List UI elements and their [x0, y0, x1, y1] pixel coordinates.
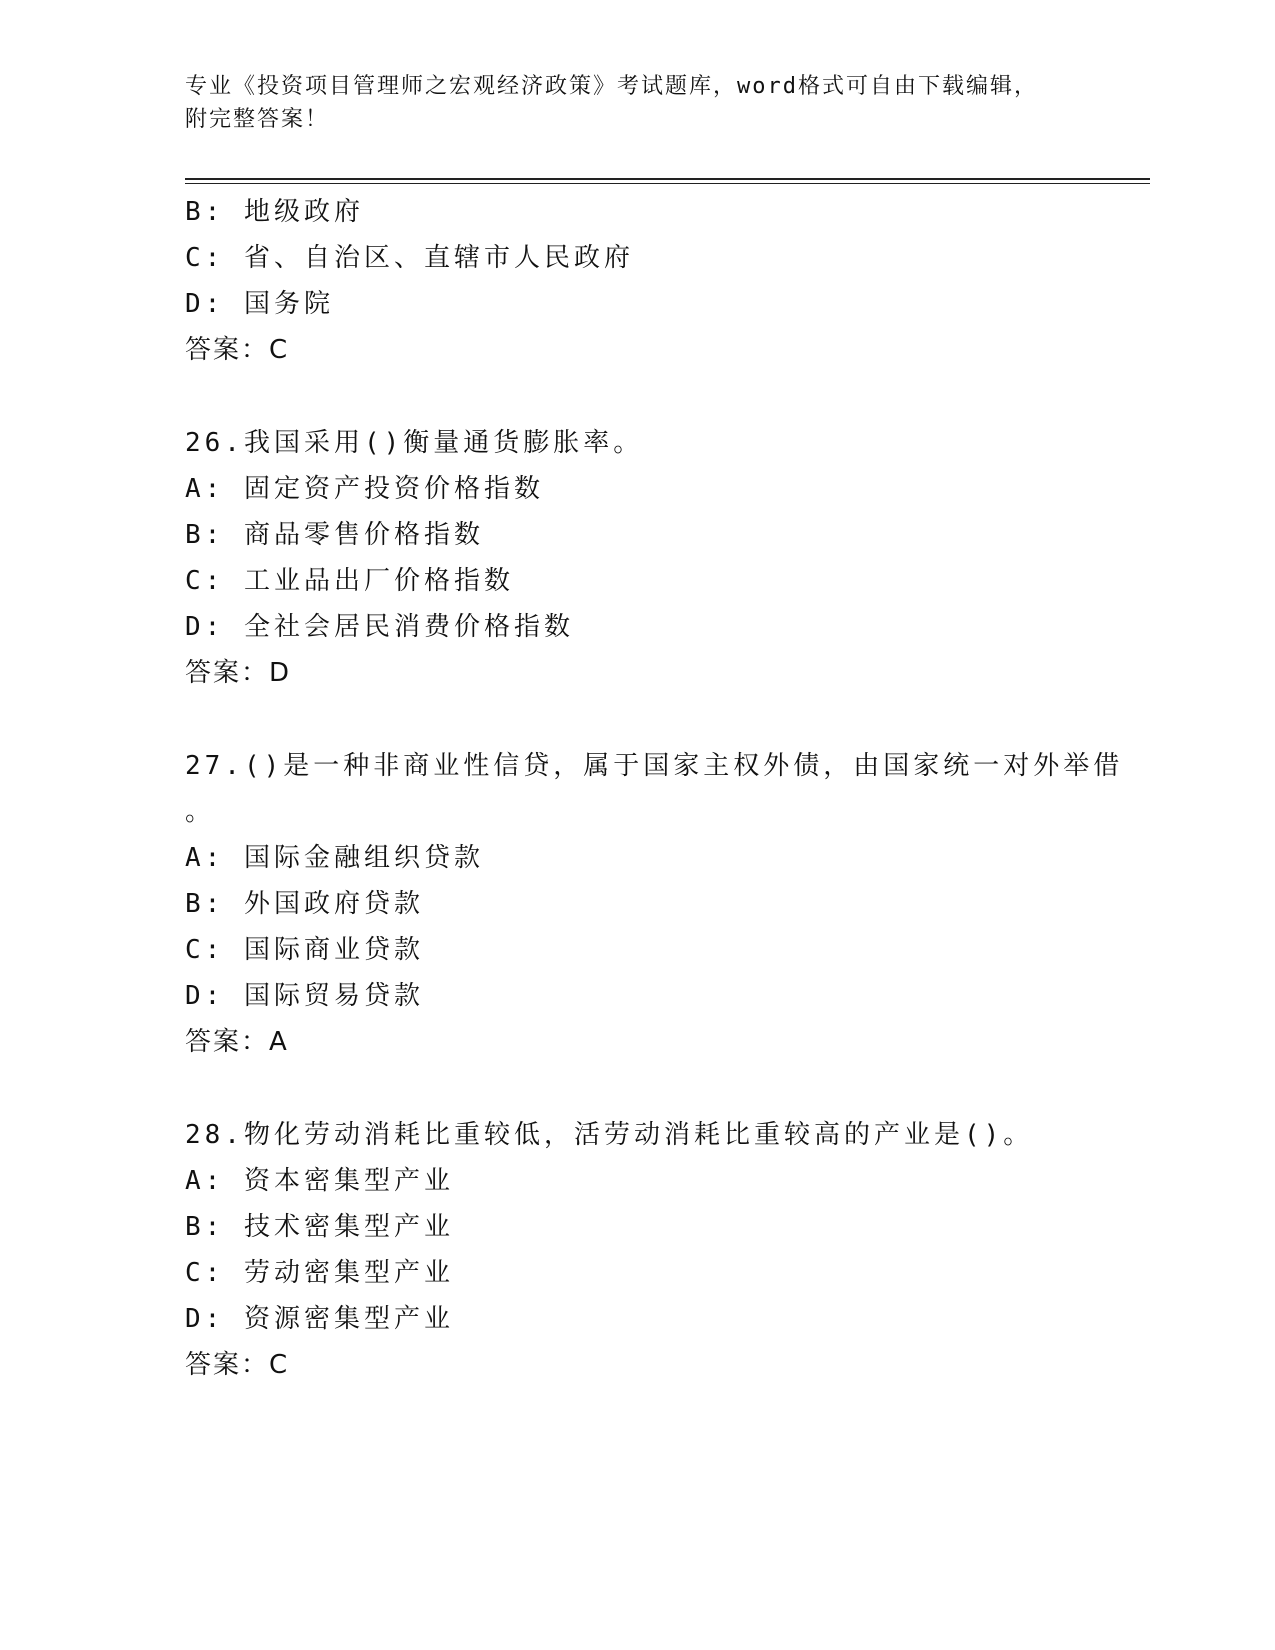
question-fragment	[185, 189, 1085, 373]
option-b: B: 商品零售价格指数	[185, 520, 484, 550]
question-27	[185, 743, 1124, 1065]
header-line-2: 附完整答案！	[185, 107, 330, 132]
option-c: C: 劳动密集型产业	[185, 1258, 454, 1288]
answer: 答案：C	[185, 335, 290, 365]
question-26	[185, 420, 1085, 696]
option-d: D: 国际贸易贷款	[185, 981, 424, 1011]
question-stem: 26.我国采用()衡量通货膨胀率。	[185, 428, 644, 458]
answer: 答案：A	[185, 1027, 289, 1057]
option-d: D: 国务院	[185, 289, 334, 319]
option-a: A: 资本密集型产业	[185, 1166, 454, 1196]
header-rule-thin	[185, 183, 1150, 184]
document-header	[185, 70, 1085, 136]
option-c: C: 工业品出厂价格指数	[185, 566, 514, 596]
option-b: B: 地级政府	[185, 197, 364, 227]
question-28	[185, 1112, 1085, 1388]
question-stem-continuation: 。	[185, 797, 212, 827]
answer: 答案：D	[185, 658, 292, 688]
option-c: C: 省、自治区、直辖市人民政府	[185, 243, 634, 273]
question-list	[185, 189, 1124, 1388]
option-d: D: 资源密集型产业	[185, 1304, 454, 1334]
option-a: A: 国际金融组织贷款	[185, 843, 484, 873]
option-b: B: 外国政府贷款	[185, 889, 424, 919]
header-rule-thick	[185, 178, 1150, 180]
option-c: C: 国际商业贷款	[185, 935, 424, 965]
option-d: D: 全社会居民消费价格指数	[185, 612, 574, 642]
question-stem: 28.物化劳动消耗比重较低，活劳动消耗比重较高的产业是()。	[185, 1120, 1034, 1150]
question-stem: 27.()是一种非商业性信贷，属于国家主权外债，由国家统一对外举借	[185, 751, 1124, 781]
header-line-1: 专业《投资项目管理师之宏观经济政策》考试题库，word格式可自由下载编辑，	[185, 74, 1038, 99]
answer: 答案：C	[185, 1350, 290, 1380]
option-a: A: 固定资产投资价格指数	[185, 474, 544, 504]
option-b: B: 技术密集型产业	[185, 1212, 454, 1242]
